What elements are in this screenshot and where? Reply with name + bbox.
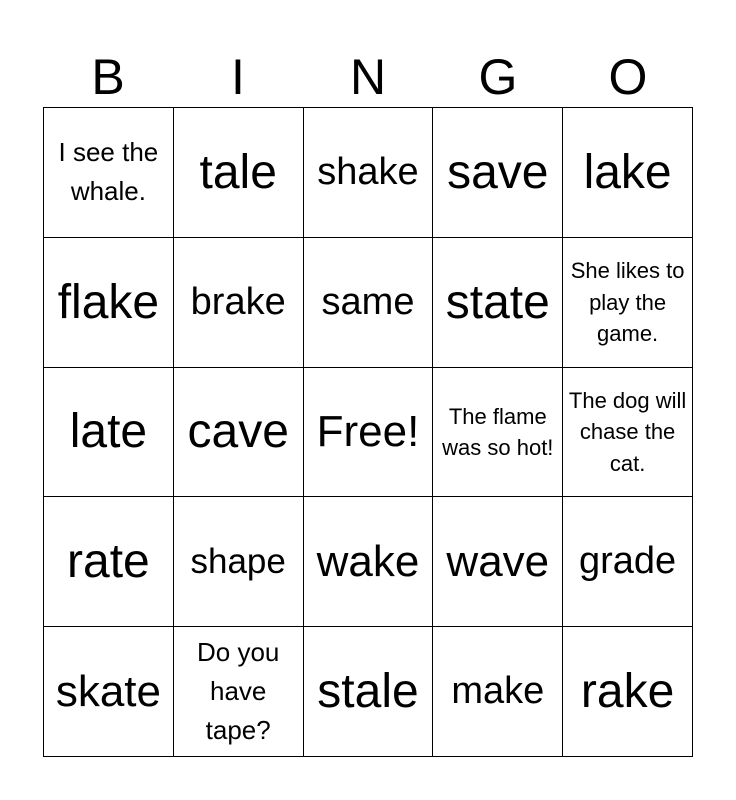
- bingo-cell-r1-c0[interactable]: [44, 238, 174, 368]
- bingo-cell-r0-c3[interactable]: [433, 108, 563, 238]
- bingo-cell-r3-c4[interactable]: [563, 497, 693, 627]
- cell-text: rate: [67, 535, 150, 589]
- bingo-cell-r3-c2[interactable]: [304, 497, 434, 627]
- bingo-cell-r3-c3[interactable]: [433, 497, 563, 627]
- bingo-cell-r4-c1[interactable]: [174, 627, 304, 757]
- bingo-cell-r3-c1[interactable]: [174, 497, 304, 627]
- cell-text: brake: [190, 280, 286, 323]
- bingo-cell-r0-c1[interactable]: [174, 108, 304, 238]
- cell-text: stale: [317, 665, 419, 719]
- cell-text: shape: [190, 541, 286, 581]
- cell-text: flake: [57, 275, 160, 329]
- bingo-cell-r3-c0[interactable]: [44, 497, 174, 627]
- bingo-cell-r0-c4[interactable]: [563, 108, 693, 238]
- header-letter-n: N: [349, 49, 387, 105]
- bingo-cell-r2-c0[interactable]: [44, 368, 174, 498]
- header-letter-o: O: [608, 49, 648, 105]
- cell-text: The flame was so hot!: [442, 403, 554, 460]
- cell-text: tale: [199, 145, 277, 199]
- cell-text: skate: [55, 666, 161, 716]
- bingo-cell-r2-c4[interactable]: [563, 368, 693, 498]
- cell-text: I see the whale.: [58, 137, 159, 207]
- bingo-cell-r0-c2[interactable]: [304, 108, 434, 238]
- bingo-cell-free[interactable]: [304, 368, 434, 498]
- bingo-cell-r4-c2[interactable]: [304, 627, 434, 757]
- cell-text: state: [445, 275, 550, 329]
- bingo-header: [43, 48, 693, 106]
- bingo-cell-r1-c2[interactable]: [304, 238, 434, 368]
- cell-text: make: [451, 670, 545, 713]
- free-space-text: Free!: [316, 406, 420, 456]
- cell-text: lake: [583, 145, 672, 199]
- header-letter-b: B: [91, 49, 125, 105]
- bingo-board: [43, 107, 693, 757]
- cell-text: late: [69, 405, 148, 459]
- cell-text: wave: [446, 536, 550, 586]
- cell-text: wake: [316, 536, 420, 586]
- bingo-cell-r0-c0[interactable]: [44, 108, 174, 238]
- cell-text: save: [447, 145, 549, 199]
- bingo-cell-r4-c4[interactable]: [563, 627, 693, 757]
- bingo-cell-r1-c4[interactable]: [563, 238, 693, 368]
- bingo-cell-r4-c0[interactable]: [44, 627, 174, 757]
- cell-text: same: [321, 280, 415, 323]
- header-letter-g: G: [478, 49, 518, 105]
- cell-text: She likes to play the game.: [570, 258, 685, 346]
- cell-text: Do you have tape?: [196, 637, 280, 746]
- cell-text: grade: [578, 540, 677, 583]
- bingo-cell-r2-c1[interactable]: [174, 368, 304, 498]
- cell-text: The dog will chase the cat.: [568, 388, 687, 476]
- bingo-cell-r1-c3[interactable]: [433, 238, 563, 368]
- header-letter-i: I: [231, 49, 245, 105]
- cell-text: shake: [317, 150, 419, 193]
- bingo-cell-r1-c1[interactable]: [174, 238, 304, 368]
- cell-text: rake: [580, 665, 675, 719]
- cell-text: cave: [187, 405, 289, 459]
- bingo-cell-r2-c3[interactable]: [433, 368, 563, 498]
- bingo-cell-r4-c3[interactable]: [433, 627, 563, 757]
